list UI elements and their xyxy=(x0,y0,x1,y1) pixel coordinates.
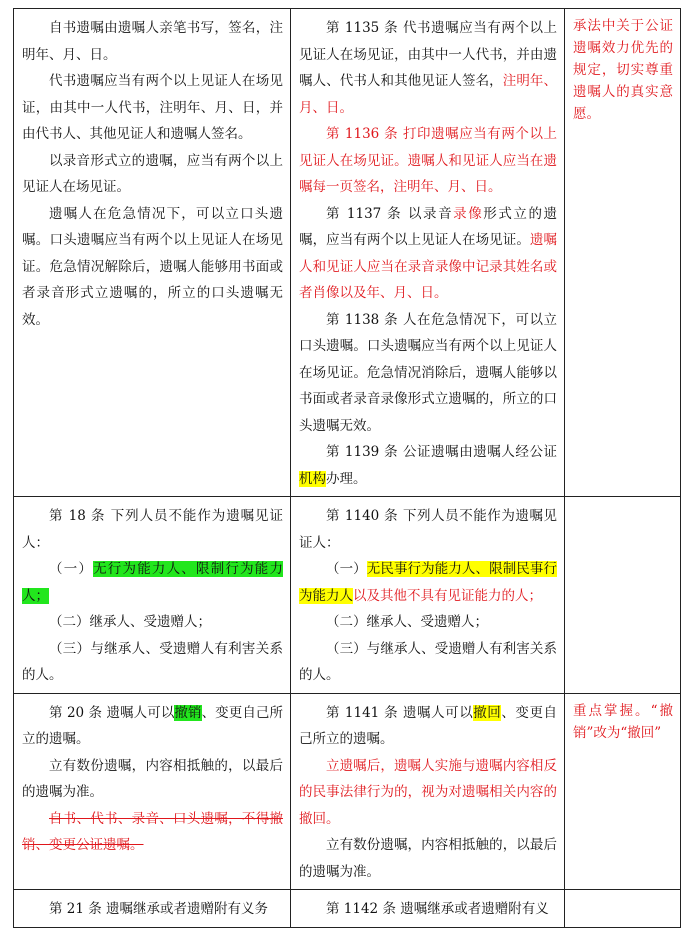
table-row xyxy=(14,890,681,928)
old-law-cell xyxy=(14,497,291,694)
text: 第 1135 条 代书遗嘱应当有两个以上见证人在场见证，由其中一人代书，并由遗嘱人、代书人和其他见证人签名， xyxy=(299,20,557,89)
table-row xyxy=(14,9,681,497)
article-1139 xyxy=(299,439,557,492)
highlighted-text: 撤回 xyxy=(473,704,502,721)
old-paragraph: 自书遗嘱由遗嘱人亲笔书写，签名，注明年、月、日。 xyxy=(22,20,283,63)
old-paragraph: 以录音形式立的遗嘱，应当有两个以上见证人在场见证。 xyxy=(22,152,283,195)
note-cell xyxy=(565,890,681,928)
new-law-cell xyxy=(291,693,565,890)
text: 、变更自己所立的遗嘱。 xyxy=(22,704,284,747)
old-paragraph: 立有数份遗嘱，内容相抵触的，以最后的遗嘱为准。 xyxy=(22,757,283,800)
article-1135 xyxy=(299,15,557,121)
highlighted-text: 撤销 xyxy=(174,704,202,721)
text: 第 1141 条 遗嘱人可以 xyxy=(326,704,474,721)
comparison-table xyxy=(13,8,681,928)
text: （一） xyxy=(326,561,367,577)
new-law-cell xyxy=(291,9,565,497)
text: （一） xyxy=(49,561,94,577)
note-cell xyxy=(565,497,681,694)
old-paragraph xyxy=(22,556,283,609)
article-18: 第 18 条 下列人员不能作为遗嘱见证人： xyxy=(22,508,283,551)
old-law-cell xyxy=(14,890,291,928)
new-law-cell xyxy=(291,890,565,928)
added-text: 以及其他不具有见证能力的人； xyxy=(353,587,542,604)
note-text: 承法中关于公证遗嘱效力优先的规定，切实尊重遗嘱人的真实意愿。 xyxy=(573,18,673,122)
added-text: 录像 xyxy=(453,205,484,222)
new-paragraph: （三）与继承人、受遗赠人有利害关系的人。 xyxy=(299,640,557,683)
old-law-cell xyxy=(14,693,291,890)
new-paragraph xyxy=(299,556,557,609)
text: 办理。 xyxy=(326,470,367,487)
old-paragraph: （三）与继承人、受遗赠人有利害关系的人。 xyxy=(22,640,283,683)
article-1136: 第 1136 条 打印遗嘱应当有两个以上见证人在场见证。遗嘱人和见证人应当在遗嘱每一页签名，注明年、月、日。 xyxy=(299,126,557,195)
article-1141 xyxy=(299,700,557,753)
article-1137 xyxy=(299,201,557,307)
article-1138: 第 1138 条 人在危急情况下，可以立口头遗嘱。口头遗嘱应当有两个以上见证人在场见证。危急情况消除后，遗嘱人能够以书面或者录音录像形式立遗嘱的，所立的口头遗嘱无效。 xyxy=(299,311,557,434)
table-row xyxy=(14,693,681,890)
note-cell xyxy=(565,9,681,497)
old-paragraph: 遗嘱人在危急情况下，可以立口头遗嘱。口头遗嘱应当有两个以上见证人在场见证。危急情况解除后，遗嘱人能够用书面或者录音形式立遗嘱的，所立的口头遗嘱无效。 xyxy=(22,205,283,328)
deleted-text: 自书、代书、录音、口头遗嘱，不得撤销、变更公证遗嘱。 xyxy=(22,810,283,853)
added-text: 注明年、月、日。 xyxy=(299,73,557,116)
old-law-cell xyxy=(14,9,291,497)
note-text: 重点掌握。“撤销”改为“撤回” xyxy=(573,702,673,741)
text: 第 20 条 遗嘱人可以 xyxy=(49,704,175,721)
highlighted-text: 机构 xyxy=(299,470,326,487)
old-paragraph: 代书遗嘱应当有两个以上见证人在场见证，由其中一人代书，注明年、月、日，并由代书人、其他见证人和遗嘱人签名。 xyxy=(22,73,283,142)
new-paragraph: （二）继承人、受遗赠人； xyxy=(326,614,488,630)
table-row xyxy=(14,497,681,694)
article-20 xyxy=(22,700,283,753)
added-text: 立遗嘱后，遗嘱人实施与遗嘱内容相反的民事法律行为的，视为对遗嘱相关内容的撤回。 xyxy=(299,757,557,827)
new-law-cell xyxy=(291,497,565,694)
text: ； xyxy=(35,587,49,604)
highlighted-text: 无民事行为能力人、限制民事行为能力人 xyxy=(299,561,557,604)
note-cell xyxy=(565,693,681,890)
new-paragraph: 立有数份遗嘱，内容相抵触的，以最后的遗嘱为准。 xyxy=(299,837,557,880)
text: 形式立的遗嘱，应当有两个以上见证人在场见证。 xyxy=(299,205,557,248)
added-text: 遗嘱人和见证人应当在录音录像中记录其姓名或者肖像以及年、月、日。 xyxy=(299,232,558,301)
text: 无行为能力人、限制行为能力人 xyxy=(22,561,284,604)
old-paragraph: （二）继承人、受遗赠人； xyxy=(49,614,211,630)
text: 第 1139 条 公证遗嘱由遗嘱人经公证 xyxy=(326,444,557,460)
article-1142: 第 1142 条 遗嘱继承或者遗赠附有义 xyxy=(326,901,549,917)
article-1140: 第 1140 条 下列人员不能作为遗嘱见证人： xyxy=(299,508,557,551)
text: 、变更自己所立的遗嘱。 xyxy=(299,704,558,747)
text: 第 1137 条 以录音 xyxy=(326,205,454,222)
article-21: 第 21 条 遗嘱继承或者遗赠附有义务 xyxy=(49,901,269,917)
